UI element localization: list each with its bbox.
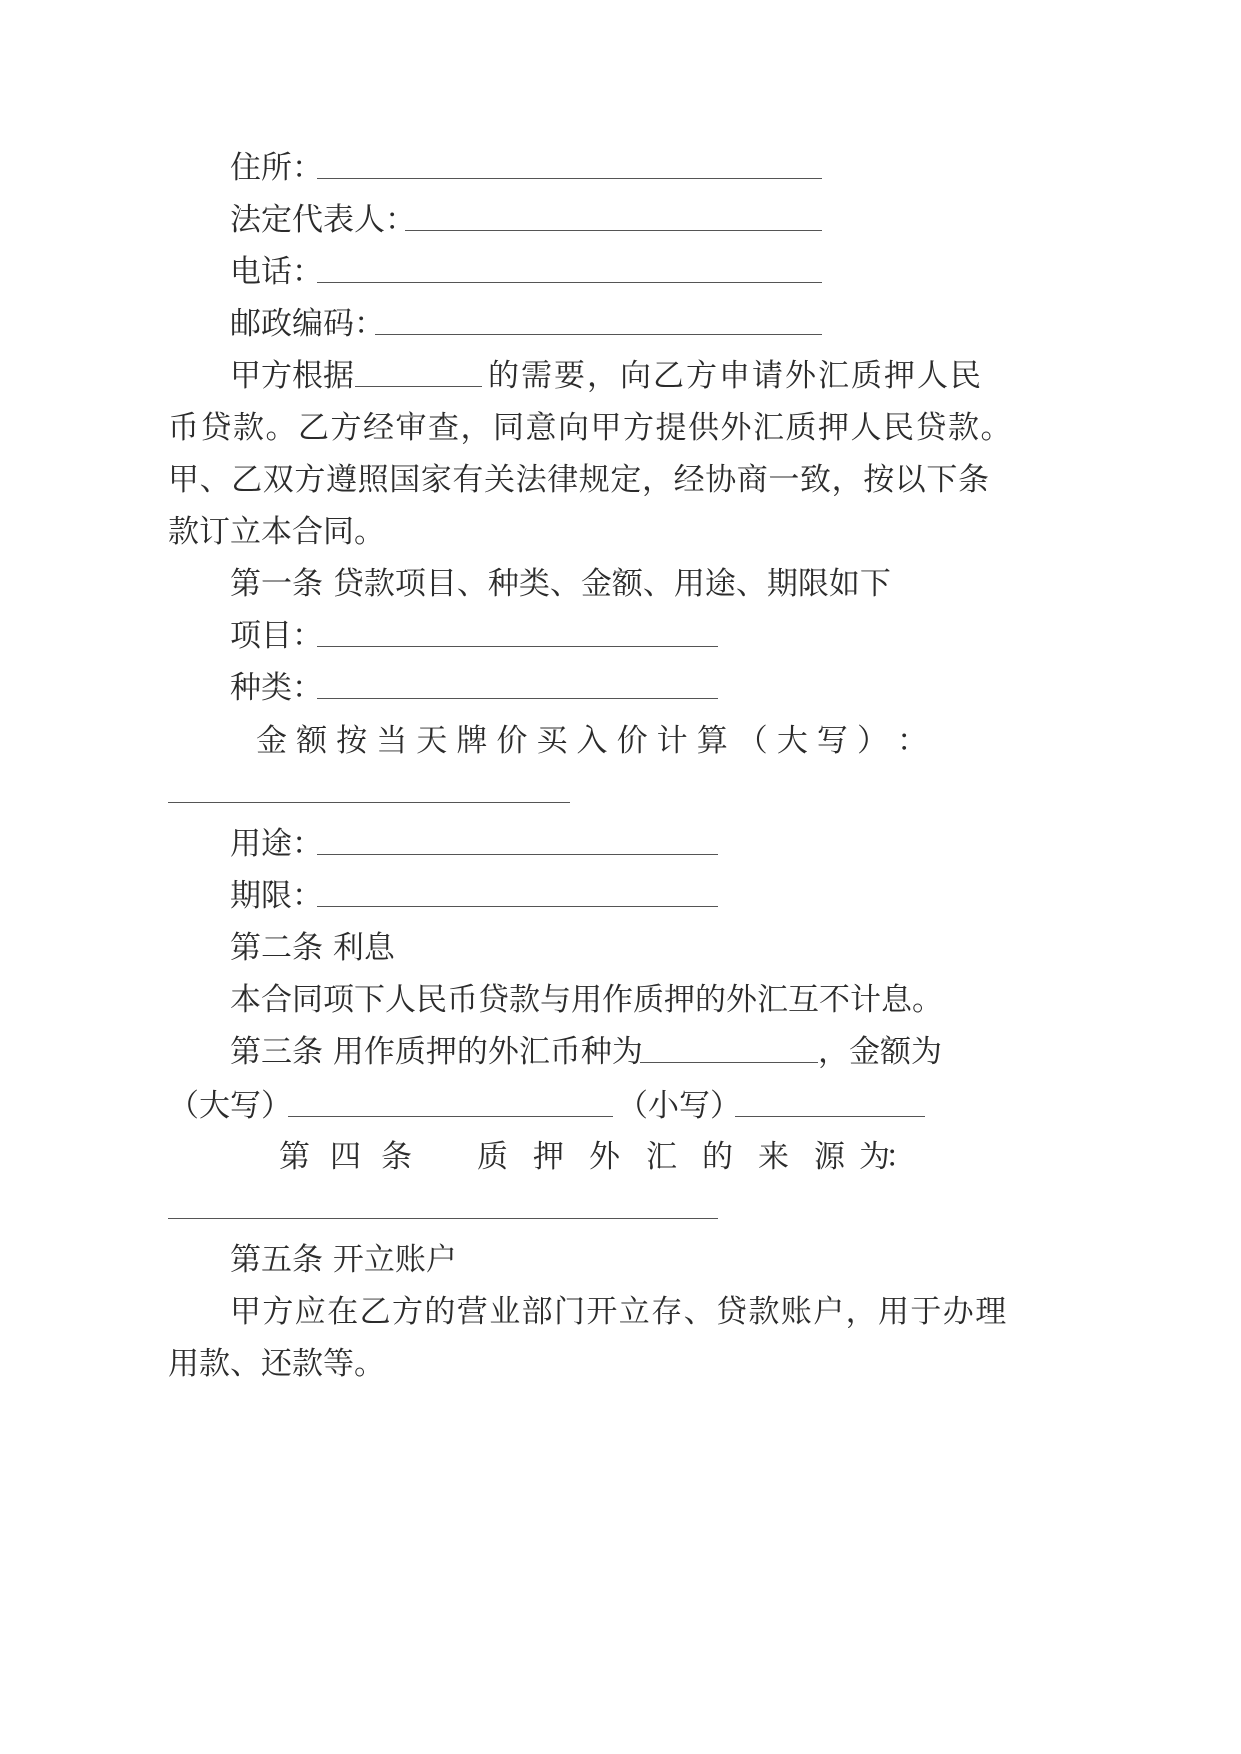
article-3-line-a: 第三条 用作质押的外汇币种为 xyxy=(230,1034,643,1070)
intro-line-4: 款订立本合同。 xyxy=(168,514,385,550)
purpose-need-blank[interactable] xyxy=(355,386,482,387)
article-2-heading: 第二条 利息 xyxy=(230,930,395,966)
term-label: 期限： xyxy=(230,878,323,914)
amount-char: 计 xyxy=(656,723,688,759)
amount-blank[interactable] xyxy=(168,802,570,803)
phone-blank[interactable] xyxy=(317,282,822,283)
amount-lower-blank[interactable] xyxy=(735,1116,925,1117)
postal-code-blank[interactable] xyxy=(375,334,822,335)
article-4-char: 汇 xyxy=(646,1139,677,1175)
article-4-char: 押 xyxy=(533,1139,564,1175)
amount-char: ） xyxy=(856,723,888,759)
intro-line-2: 币贷款。乙方经审查，同意向甲方提供外汇质押人民贷款。 xyxy=(168,410,1013,446)
article-3-line-b: ，金额为 xyxy=(818,1034,942,1070)
amount-char: ： xyxy=(897,723,928,759)
article-4-char: 来 xyxy=(758,1139,789,1175)
amount-lower-label: （小写） xyxy=(617,1088,741,1124)
amount-upper-label: （大写） xyxy=(168,1088,292,1124)
amount-char: 入 xyxy=(576,723,608,759)
project-label: 项目： xyxy=(230,618,323,654)
article-5-line-2: 用款、还款等。 xyxy=(168,1346,385,1382)
amount-char: 额 xyxy=(296,723,328,759)
amount-char: 按 xyxy=(336,723,368,759)
amount-char: 买 xyxy=(536,723,568,759)
article-4-line xyxy=(279,1139,917,1175)
amount-char: 当 xyxy=(376,723,408,759)
article-4-char: 源 xyxy=(814,1139,845,1175)
term-blank[interactable] xyxy=(317,906,718,907)
legal-rep-blank[interactable] xyxy=(405,230,822,231)
currency-blank[interactable] xyxy=(640,1062,818,1063)
amount-char: 大 xyxy=(776,723,808,759)
article-2-body: 本合同项下人民币贷款与用作质押的外汇互不计息。 xyxy=(230,982,943,1018)
intro-line-3: 甲、乙双方遵照国家有关法律规定，经协商一致，按以下条 xyxy=(168,462,990,498)
article-4-char: 四 xyxy=(330,1139,361,1175)
use-blank[interactable] xyxy=(317,854,718,855)
amount-char: 金 xyxy=(256,723,287,759)
article-5-line-1: 甲方应在乙方的营业部门开立存、贷款账户，用于办理 xyxy=(230,1294,1008,1330)
address-blank[interactable] xyxy=(317,178,822,179)
amount-char: 算 xyxy=(696,723,728,759)
intro-line-1a: 甲方根据 xyxy=(230,358,354,394)
article-4-char: 质 xyxy=(477,1139,508,1175)
article-4-char: 外 xyxy=(589,1139,620,1175)
project-blank[interactable] xyxy=(317,646,718,647)
amount-char: 写 xyxy=(816,723,848,759)
amount-char: 价 xyxy=(496,723,528,759)
article-1-heading: 第一条 贷款项目、种类、金额、用途、期限如下 xyxy=(230,566,891,602)
phone-label: 电话： xyxy=(230,254,323,290)
amount-char: 价 xyxy=(616,723,648,759)
amount-char: （ xyxy=(736,723,768,759)
article-4-char: 为 xyxy=(859,1139,890,1175)
amount-char: 天 xyxy=(416,723,448,759)
address-label: 住所： xyxy=(230,150,323,186)
article-4-char: 第 xyxy=(279,1139,310,1175)
intro-line-1b: 的需要，向乙方申请外汇质押人民 xyxy=(488,358,983,394)
article-4-char: 条 xyxy=(381,1139,412,1175)
amount-label-line xyxy=(256,723,928,759)
article-4-char: 的 xyxy=(702,1139,733,1175)
kind-label: 种类： xyxy=(230,670,323,706)
amount-upper-blank[interactable] xyxy=(288,1116,613,1117)
postal-code-label: 邮政编码： xyxy=(230,306,385,342)
source-blank[interactable] xyxy=(168,1218,718,1219)
article-4-char: ： xyxy=(885,1139,916,1175)
legal-rep-label: 法定代表人： xyxy=(230,202,416,238)
article-5-heading: 第五条 开立账户 xyxy=(230,1242,457,1278)
use-label: 用途： xyxy=(230,826,323,862)
amount-char: 牌 xyxy=(456,723,488,759)
kind-blank[interactable] xyxy=(317,698,718,699)
